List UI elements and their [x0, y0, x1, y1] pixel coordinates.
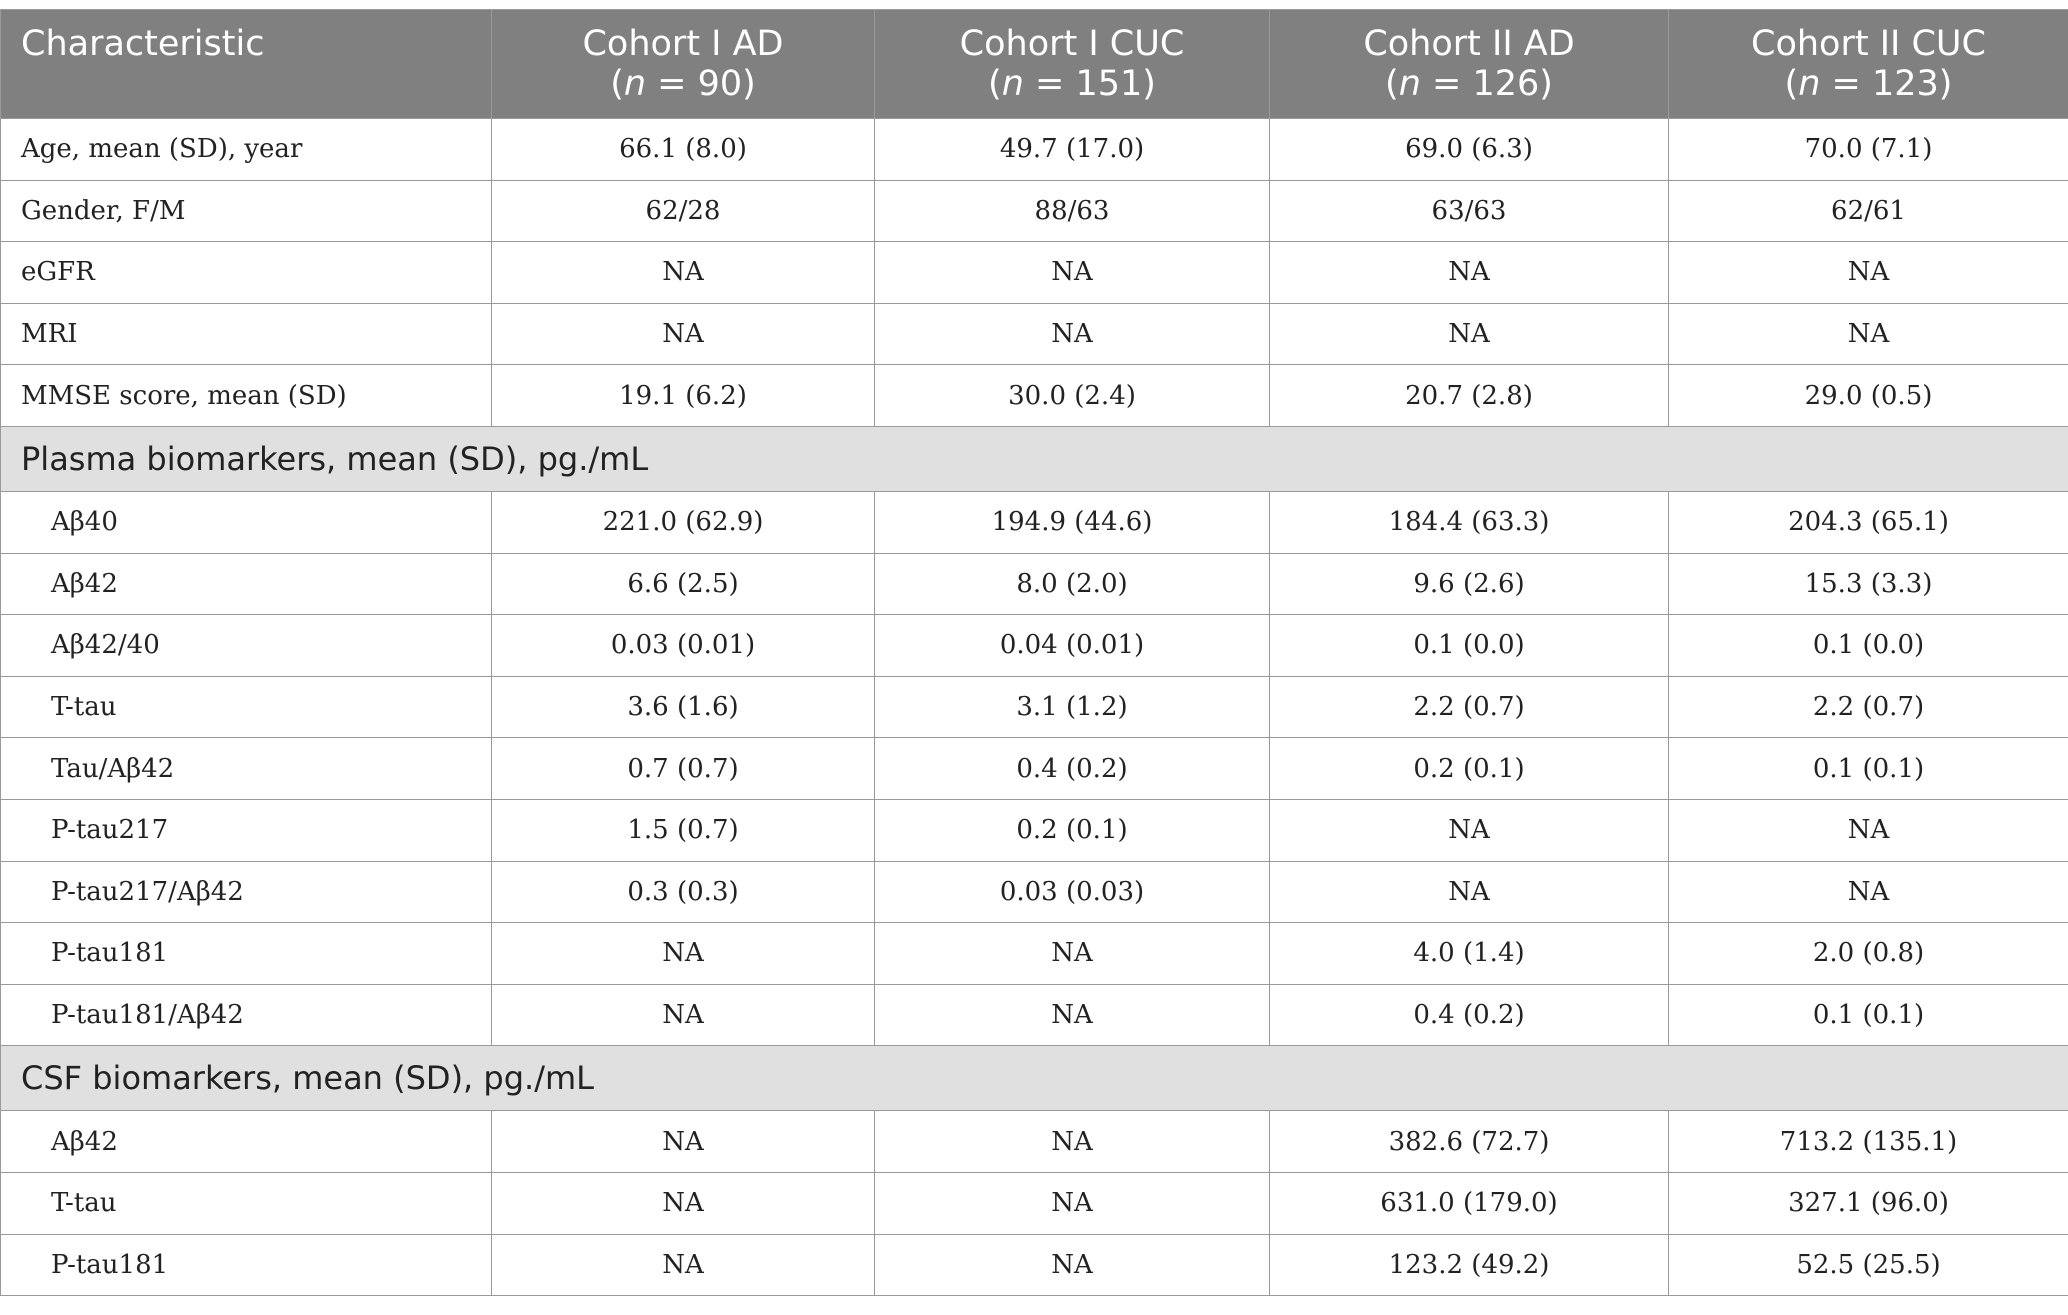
header-cohort-2-cuc: [1669, 10, 2068, 119]
table-cell: 29.0 (0.5): [1669, 365, 2068, 427]
table-cell: 19.1 (6.2): [492, 365, 875, 427]
table-cell: NA: [875, 923, 1270, 985]
table-cell: 30.0 (2.4): [875, 365, 1270, 427]
table-cell: 4.0 (1.4): [1270, 923, 1669, 985]
table-cell: NA: [492, 1234, 875, 1296]
table-cell: 66.1 (8.0): [492, 119, 875, 181]
table-cell: 69.0 (6.3): [1270, 119, 1669, 181]
header-column-name: Cohort II AD: [1363, 24, 1575, 64]
header-column-n: (n = 151): [988, 64, 1156, 104]
table-cell: NA: [875, 984, 1270, 1046]
table-cell: NA: [492, 1111, 875, 1173]
table-cell: NA: [875, 1172, 1270, 1234]
table-cell: 0.03 (0.01): [492, 615, 875, 677]
header-column-name: Cohort I CUC: [959, 24, 1185, 64]
header-column-n: (n = 90): [610, 64, 756, 104]
table-row: [1, 799, 2068, 861]
table-cell: NA: [875, 303, 1270, 365]
table-cell: 20.7 (2.8): [1270, 365, 1669, 427]
row-label: MMSE score, mean (SD): [1, 365, 492, 427]
table-body: [1, 119, 2068, 1296]
table-cell: 0.1 (0.1): [1669, 738, 2068, 800]
table-row: [1, 1111, 2068, 1173]
table-row: [1, 984, 2068, 1046]
table-cell: 0.4 (0.2): [875, 738, 1270, 800]
header-cohort-1-cuc: [875, 10, 1270, 119]
table-cell: 62/28: [492, 180, 875, 242]
table-cell: 52.5 (25.5): [1669, 1234, 2068, 1296]
table-cell: 0.4 (0.2): [1270, 984, 1669, 1046]
table-cell: NA: [875, 1111, 1270, 1173]
table-cell: 221.0 (62.9): [492, 491, 875, 553]
table-cell: 0.3 (0.3): [492, 861, 875, 923]
table-cell: 631.0 (179.0): [1270, 1172, 1669, 1234]
characteristics-table: [0, 9, 2068, 1296]
table-cell: 62/61: [1669, 180, 2068, 242]
header-column-name: Cohort II CUC: [1751, 24, 1986, 64]
table-cell: 63/63: [1270, 180, 1669, 242]
table-row: [1, 365, 2068, 427]
row-label: P-tau181/Aβ42: [1, 984, 492, 1046]
table-cell: 3.1 (1.2): [875, 676, 1270, 738]
row-label: Tau/Aβ42: [1, 738, 492, 800]
table-row: [1, 180, 2068, 242]
row-label: P-tau181: [1, 1234, 492, 1296]
table-cell: 3.6 (1.6): [492, 676, 875, 738]
row-label: P-tau217/Aβ42: [1, 861, 492, 923]
table-cell: NA: [1669, 303, 2068, 365]
header-column-name: Cohort I AD: [582, 24, 784, 64]
table-row: [1, 861, 2068, 923]
section-title: CSF biomarkers, mean (SD), pg./mL: [1, 1046, 2068, 1111]
table-cell: 70.0 (7.1): [1669, 119, 2068, 181]
table-cell: 2.2 (0.7): [1669, 676, 2068, 738]
table-row: [1, 923, 2068, 985]
header-row: [1, 10, 2068, 119]
header-column-n: (n = 126): [1385, 64, 1553, 104]
table-row: [1, 738, 2068, 800]
table-cell: 88/63: [875, 180, 1270, 242]
row-label: Aβ42: [1, 1111, 492, 1173]
table-cell: 8.0 (2.0): [875, 553, 1270, 615]
table-cell: 0.2 (0.1): [875, 799, 1270, 861]
table-cell: NA: [1669, 861, 2068, 923]
row-label: P-tau217: [1, 799, 492, 861]
section-header-row: [1, 1046, 2068, 1111]
table-cell: NA: [875, 242, 1270, 304]
table-row: [1, 1234, 2068, 1296]
table-cell: 2.2 (0.7): [1270, 676, 1669, 738]
table-cell: 0.2 (0.1): [1270, 738, 1669, 800]
row-label: Gender, F/M: [1, 180, 492, 242]
header-column-n: (n = 123): [1784, 64, 1953, 104]
table-cell: NA: [1270, 303, 1669, 365]
table-cell: 204.3 (65.1): [1669, 491, 2068, 553]
table-row: [1, 553, 2068, 615]
row-label: T-tau: [1, 1172, 492, 1234]
table-row: [1, 303, 2068, 365]
table-cell: 382.6 (72.7): [1270, 1111, 1669, 1173]
table-cell: 0.1 (0.0): [1270, 615, 1669, 677]
table-cell: NA: [492, 984, 875, 1046]
table-cell: 0.1 (0.0): [1669, 615, 2068, 677]
table-cell: 0.1 (0.1): [1669, 984, 2068, 1046]
table-cell: 6.6 (2.5): [492, 553, 875, 615]
table-row: [1, 242, 2068, 304]
header-cohort-2-ad: [1270, 10, 1669, 119]
table-cell: NA: [492, 923, 875, 985]
table-cell: 0.04 (0.01): [875, 615, 1270, 677]
table-cell: 184.4 (63.3): [1270, 491, 1669, 553]
table-row: [1, 1172, 2068, 1234]
table-cell: 0.7 (0.7): [492, 738, 875, 800]
section-title: Plasma biomarkers, mean (SD), pg./mL: [1, 426, 2068, 491]
table-cell: 0.03 (0.03): [875, 861, 1270, 923]
table-cell: NA: [492, 303, 875, 365]
section-header-row: [1, 426, 2068, 491]
table-cell: 123.2 (49.2): [1270, 1234, 1669, 1296]
table-cell: 1.5 (0.7): [492, 799, 875, 861]
row-label: Aβ40: [1, 491, 492, 553]
table-row: [1, 119, 2068, 181]
row-label: MRI: [1, 303, 492, 365]
table-cell: 9.6 (2.6): [1270, 553, 1669, 615]
table-cell: NA: [1270, 799, 1669, 861]
table-cell: NA: [1270, 861, 1669, 923]
row-label: eGFR: [1, 242, 492, 304]
header-characteristic: Characteristic: [1, 10, 492, 119]
table-cell: NA: [1669, 242, 2068, 304]
table-cell: NA: [492, 242, 875, 304]
table-cell: 49.7 (17.0): [875, 119, 1270, 181]
table-cell: NA: [492, 1172, 875, 1234]
table-cell: NA: [1669, 799, 2068, 861]
row-label: Aβ42: [1, 553, 492, 615]
row-label: Aβ42/40: [1, 615, 492, 677]
table-cell: 2.0 (0.8): [1669, 923, 2068, 985]
table-cell: NA: [875, 1234, 1270, 1296]
row-label: Age, mean (SD), year: [1, 119, 492, 181]
table-cell: 15.3 (3.3): [1669, 553, 2068, 615]
table-cell: 327.1 (96.0): [1669, 1172, 2068, 1234]
row-label: T-tau: [1, 676, 492, 738]
table-row: [1, 491, 2068, 553]
table-row: [1, 615, 2068, 677]
table-row: [1, 676, 2068, 738]
table-cell: 194.9 (44.6): [875, 491, 1270, 553]
table-cell: NA: [1270, 242, 1669, 304]
row-label: P-tau181: [1, 923, 492, 985]
table-cell: 713.2 (135.1): [1669, 1111, 2068, 1173]
header-cohort-1-ad: [492, 10, 875, 119]
